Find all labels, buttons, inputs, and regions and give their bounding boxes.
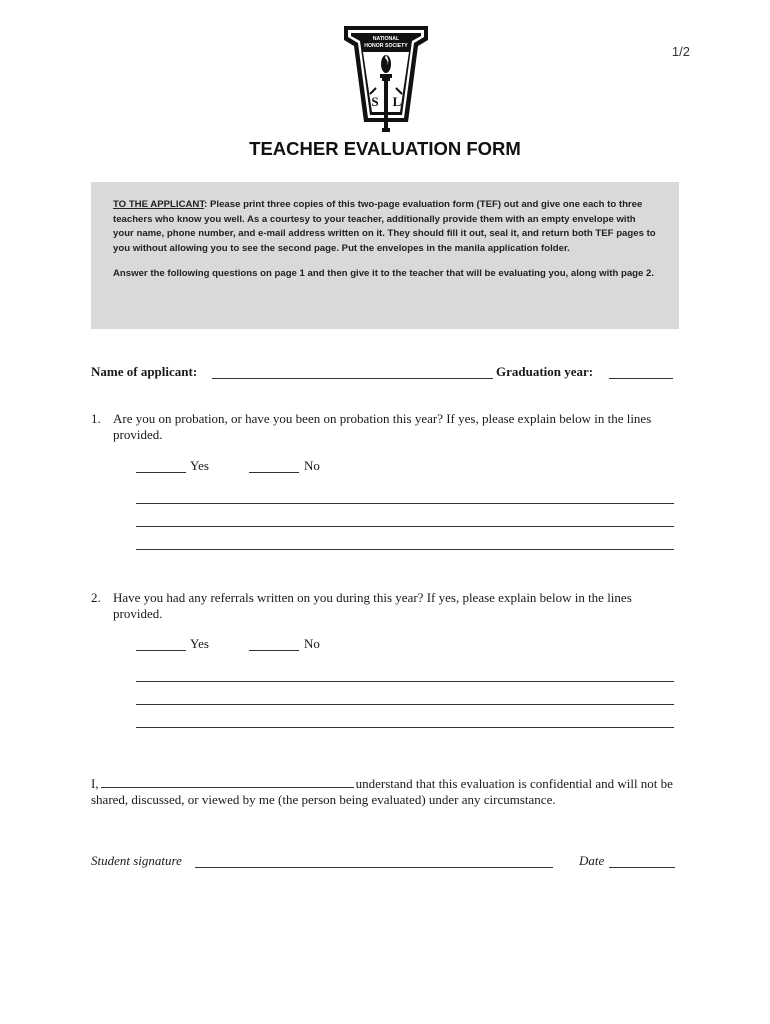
question-number: 2. <box>91 590 101 605</box>
confidentiality-acknowledgement <box>91 776 681 808</box>
explanation-line[interactable] <box>136 526 674 527</box>
graduation-year-label: Graduation year: <box>496 364 594 379</box>
applicant-info-row <box>91 364 679 384</box>
form-title: TEACHER EVALUATION FORM <box>249 138 521 159</box>
instructions-paragraph-2: Answer the following questions on page 1 and then give it to the teacher that will be evaluating you, along with page 2. <box>113 268 655 279</box>
applicant-instructions-box <box>91 182 679 329</box>
question-text: Have you had any referrals written on you during this year? If yes, please explain below in the lines provided. <box>113 590 632 621</box>
question-1 <box>91 411 681 445</box>
explanation-line[interactable] <box>136 681 674 682</box>
acknowledgement-prefix: I, <box>91 776 99 791</box>
name-label: Name of applicant: <box>91 364 198 379</box>
date-label: Date <box>579 853 605 868</box>
graduation-year-input-line[interactable] <box>609 378 673 379</box>
question-2-yes-no <box>136 636 336 654</box>
instructions-body: : Please print three copies of this two-page evaluation form (TEF) out and give one each to three teachers who know you well. As a courtesy to your teacher, additionally provide them with an empty envelope with your name, phone number, and e-mail address written on it. They should fill it out, seal it, and return both TEF pages to you without allowing you to see the second page. Put the envelopes in the manila application folder. <box>113 199 656 254</box>
question-1-yes-no <box>136 458 336 476</box>
nhs-keystone-logo <box>342 24 430 136</box>
instructions-paragraph-1 <box>113 198 657 256</box>
explanation-line[interactable] <box>136 704 674 705</box>
page-number: 1/2 <box>671 44 690 59</box>
yes-label: Yes <box>190 636 209 651</box>
svg-text:HONOR SOCIETY: HONOR SOCIETY <box>364 43 408 49</box>
acknowledgement-text: understand that this evaluation is confidential and will not be shared, discussed, or viewed by me (the person being evaluated) under any circumstance. <box>91 776 673 807</box>
acknowledgement-name-line[interactable] <box>101 777 354 788</box>
name-input-line[interactable] <box>212 378 493 379</box>
svg-text:NATIONAL: NATIONAL <box>372 36 400 42</box>
explanation-line[interactable] <box>136 549 674 550</box>
student-signature-line[interactable] <box>195 867 553 868</box>
no-label: No <box>304 458 320 473</box>
svg-text:L: L <box>392 94 402 109</box>
svg-text:S: S <box>371 94 379 109</box>
question-text: Are you on probation, or have you been on probation this year? If yes, please explain below in the lines provided. <box>113 411 652 442</box>
no-answer-line[interactable] <box>249 650 299 651</box>
explanation-line[interactable] <box>136 727 674 728</box>
signature-row <box>91 853 679 873</box>
question-number: 1. <box>91 411 101 426</box>
yes-answer-line[interactable] <box>136 472 186 473</box>
yes-answer-line[interactable] <box>136 650 186 651</box>
no-label: No <box>304 636 320 651</box>
no-answer-line[interactable] <box>249 472 299 473</box>
explanation-line[interactable] <box>136 503 674 504</box>
yes-label: Yes <box>190 458 209 473</box>
student-signature-label: Student signature <box>91 853 182 868</box>
date-input-line[interactable] <box>609 867 675 868</box>
instructions-lead: TO THE APPLICANT <box>113 199 205 210</box>
question-2 <box>91 590 681 624</box>
